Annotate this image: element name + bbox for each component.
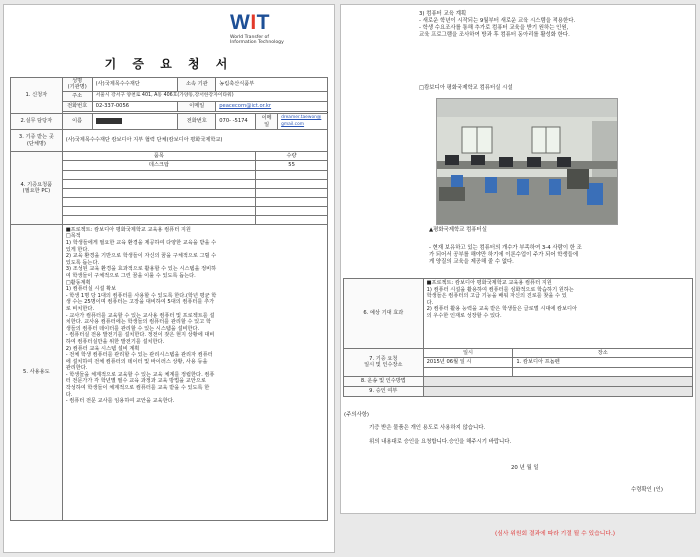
section-4-label: 4. 기증요청품 (필요한 PC) <box>11 152 63 225</box>
person-tel-value: 070- -5174 <box>216 114 256 130</box>
person-tel-label: 전화번호 <box>178 114 216 130</box>
facility-description <box>429 245 582 266</box>
org-label: 소속 기관 <box>178 78 216 92</box>
logo-sub-2: Information Technology <box>230 40 284 46</box>
plan-line: - 새로운 학년이 시작되는 9월부터 새로운 교육 시스템을 적용한다. <box>419 17 576 24</box>
usage-line: 관리한다. <box>65 365 88 372</box>
computer-lab-photo <box>436 98 618 225</box>
form-page-2 <box>340 4 696 514</box>
section-8-value <box>423 376 692 386</box>
usage-line: - 컴퓨터 전문 교사를 임용하여 교안을 교육한다. <box>65 398 175 405</box>
person-name-label: 이름 <box>62 114 92 130</box>
item-column-header: 품목 <box>62 152 255 161</box>
phone-value: 02-337-0056 <box>92 102 178 112</box>
usage-line: - 학생들을 체계적으로 교육할 수 있는 교육 체계를 정립한다. 컴퓨 <box>65 371 215 378</box>
section-2-label: 2.실무 담당자 <box>11 114 63 130</box>
effect-line: 의 우수한 인재로 성장할 수 있다. <box>426 312 502 319</box>
logo-t: T <box>256 11 270 34</box>
person-email-label: 이메일 <box>256 114 278 130</box>
usage-line: 에 설치하여 전체 컴퓨터의 데이터 및 바이러스 상황, 사용 등을 <box>65 358 208 365</box>
request-form-table <box>10 77 328 521</box>
effect-line: 다. <box>426 299 434 306</box>
facility-line: 가 되어서 공부를 해야만 하기에 이론수업이 주가 되어 학생들에 <box>429 251 579 258</box>
date-value: 2015년 06월 일 시 <box>423 358 513 367</box>
facility-line: - 현재 보유하고 있는 컴퓨터의 개수가 부족하여 3-4 사람이 한 조 <box>429 245 582 251</box>
usage-line: 있도록 돕는다. <box>65 259 100 266</box>
request-form-table-2 <box>343 278 693 397</box>
usage-line: 있게 한다. <box>65 246 90 253</box>
usage-line: 2) 교육 환경을 기반으로 학생들이 자신의 꿈을 구체적으로 그릴 수 <box>65 253 217 260</box>
notes-line-2: 위의 내용대로 승인을 요청합니다.승인을 해주시기 바랍니다. <box>369 439 512 445</box>
name-label: 성명 (기관명) <box>62 78 92 92</box>
phone-label: 전화번호 <box>62 102 92 112</box>
effect-line: ■프로젝트: 캄보디아 평화국제학교 교육용 컴퓨터 지원 <box>426 280 552 286</box>
effect-line: 2) 컴퓨터 활용 능력을 교육 받은 학생들은 글로벌 시대에 캄보디아 <box>426 306 578 313</box>
qty-column-header: 수량 <box>256 152 328 161</box>
logo-i: I <box>250 11 257 34</box>
address-label: 주소 <box>62 92 92 102</box>
notes-heading: (주의사항) <box>344 412 370 418</box>
effect-line: 학생들은 컴퓨터의 고급 기능을 배워 자신의 진로를 찾을 수 있 <box>426 293 567 300</box>
place-value: 1. 캄보디아 프놈펜 <box>513 358 693 367</box>
section-9-label: 9. 승인 여부 <box>344 386 424 396</box>
address-value: 서울시 강서구 양천로 401, A동 406호(가양동,강서한강자이타워) <box>92 92 327 102</box>
plan-line: 3) 컴퓨터 교육 계획 <box>419 11 467 17</box>
usage-line: 치한다. 교사용 컴퓨터에는 학생들의 컴퓨터를 관리할 수 있고 학 <box>65 319 211 326</box>
qty-1: 55 <box>256 161 328 170</box>
document-title: 기 증 요 청 서 <box>104 57 234 71</box>
usage-line: - 컴퓨터실 전용 발전기를 설치한다. 정전이 잦은 현지 상황에 대비 <box>65 332 215 339</box>
plan-line: 교육 프로그램을 조사하여 방과 후 컴퓨터 동아리를 활성화 한다. <box>419 31 570 38</box>
witt-logo <box>230 11 322 51</box>
redacted-block <box>96 118 122 124</box>
facility-heading: □캄보디아 평화국제학교 컴퓨터실 시설 <box>419 85 513 91</box>
usage-line: 터 전문가가 각 학년별 필수 교육 과정과 교육 방법을 교안으로 <box>65 378 206 385</box>
logo-w: W <box>230 11 251 34</box>
usage-line: - 전체 학생 컴퓨터를 관리할 수 있는 관리시스템을 관리자 컴퓨터 <box>65 352 213 359</box>
name-value: (사)국제목수수재단 <box>92 78 178 92</box>
section-3-value: (사)국제목수수재단 캄보디아 지부 협력 단체(캄보디아 평화국제학교) <box>62 130 327 152</box>
usage-content <box>62 224 327 520</box>
section-8-label: 8. 운송 및 인수방법 <box>344 376 424 386</box>
facility-line: 게 양질의 교육을 제공해 줄 수 없다. <box>429 258 514 265</box>
org-value: 농림축산식품부 <box>216 78 328 92</box>
section-5-label: 5. 사용용도 <box>11 224 63 520</box>
usage-line: 다. <box>65 391 73 398</box>
review-note: (심사 위원회 결과에 따라 기절 될 수 있습니다.) <box>495 531 616 537</box>
usage-line: - 교사가 컴퓨터를 교육할 수 있는 교사용 컴퓨터 및 프로젝트를 설 <box>65 312 215 319</box>
usage-line: 1) 컴퓨터실 시설 확보 <box>65 286 117 293</box>
form-page-1 <box>3 4 335 553</box>
effect-line: 1) 컴퓨터 시설을 활용하여 컴퓨터를 심화적으로 학습하기 원하는 <box>426 286 574 293</box>
date-line: 20 년 월 일 <box>511 465 539 471</box>
email-label: 이메일 <box>178 102 216 112</box>
date-column-header: 일시 <box>423 349 513 358</box>
usage-line: □목적 <box>65 233 81 240</box>
usage-line: - 학생 1명 당 1대의 컴퓨터를 사용할 수 있도록 한다.(학년 평균 학 <box>65 292 217 299</box>
logo-sub-1: World Transfer of <box>230 35 269 40</box>
section-1-label: 1. 신청자 <box>11 78 63 114</box>
usage-line: 로 비치한다. <box>65 305 95 312</box>
usage-line: ■프로젝트: 캄보디아 평화국제학교 교육용 컴퓨터 지원 <box>65 226 191 233</box>
usage-line: 여 학생들이 구체적으로 그린 꿈을 이룰 수 있도록 돕는다. <box>65 272 196 279</box>
photo-caption: ▲평화국제학교 컴퓨터실 <box>429 227 487 233</box>
email-value[interactable]: peacecorn@ict.or.kr <box>216 102 328 112</box>
section-9-value <box>423 386 692 396</box>
expected-effects <box>427 280 689 320</box>
usage-line: 2) 컴퓨터 교육 시스템 설비 계획 <box>65 345 140 352</box>
section-6-label: 6. 예상 기대 효과 <box>344 279 424 349</box>
usage-line: 생들의 컴퓨터 데이터를 관리할 수 있는 시스템을 설비한다. <box>65 325 200 332</box>
section-7-label: 7. 기증 요청 일시 및 인수장소 <box>344 349 424 377</box>
person-name-value <box>92 114 178 130</box>
section-3-label: 3. 기증 받는 곳 (단체명) <box>11 130 63 152</box>
sign-line: 수령확인 (인) <box>631 487 663 493</box>
usage-line: □활동계획 <box>65 279 91 286</box>
usage-line: 하여 컴퓨터실만을 위한 발전기를 설치한다. <box>65 338 165 345</box>
usage-line: 생 수는 25명이며 컴퓨터는 고장을 대비하여 5대의 컴퓨터를 추가 <box>65 299 215 306</box>
item-1: 데스크탑 <box>62 161 255 170</box>
plan-line: - 학생 수요조사를 통해 추가로 컴퓨터 교육을 받기 원하는 인원, <box>419 24 569 31</box>
education-plan <box>419 11 575 39</box>
person-email-value[interactable]: dreamer.taewon@gmail.com <box>278 114 328 130</box>
usage-line: 작성하여 학생들이 체계적으로 컴퓨터를 교육 받을 수 있도록 한 <box>65 385 210 392</box>
usage-list <box>66 227 324 405</box>
notes-line-1: 기증 받은 물품은 개인 용도로 사용하지 않습니다. <box>369 425 486 431</box>
usage-line: 1) 학생들에게 필요한 교육 환경을 제공하여 다양한 교육을 받을 수 <box>65 240 217 246</box>
section-6-content <box>423 279 692 349</box>
usage-line: 3) 조성된 교육 환경을 효과적으로 활용할 수 있는 시스템을 정비하 <box>65 266 217 273</box>
place-column-header: 장소 <box>513 349 693 358</box>
